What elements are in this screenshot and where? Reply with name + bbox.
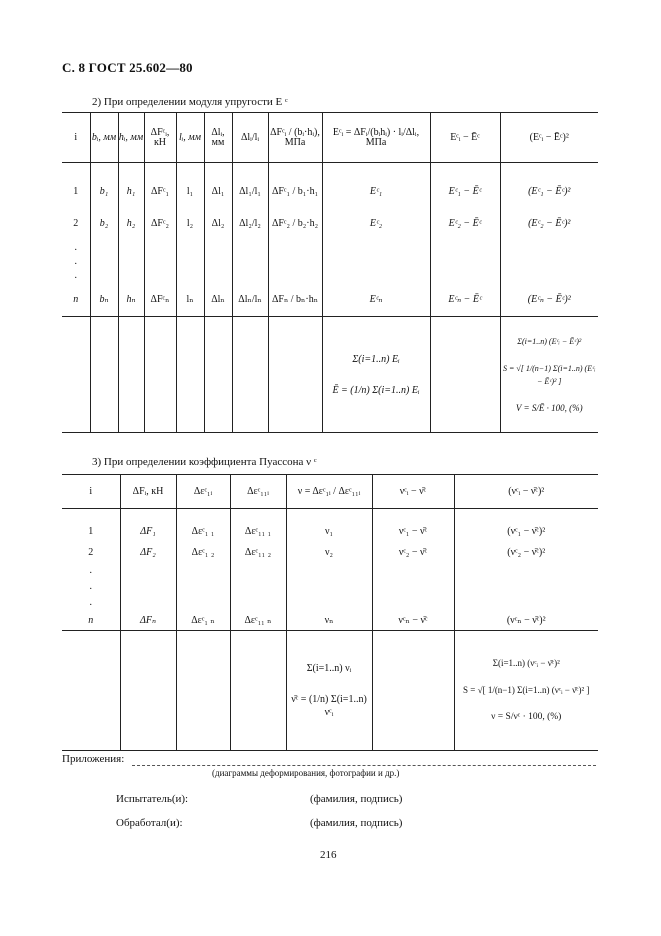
elasticity-table	[62, 112, 598, 433]
tester-label: Испытатель(и):	[116, 793, 189, 805]
table-cell: (Eᶜ₁ − Ēᶜ)²	[500, 177, 598, 207]
table-cell: (Eᶜₙ − Ēᶜ)²	[500, 283, 598, 317]
col-header: ΔFᵢ, кН	[120, 475, 176, 509]
table-cell: l₁	[176, 177, 204, 207]
table-cell: 1	[62, 521, 120, 543]
table-cell: ΔFᶜ₁ / b₁·h₁	[268, 177, 322, 207]
table-cell: Δεᶜ₁₁ ₂	[230, 543, 286, 563]
table-cell: (νᶜ₂ − ν̄ᶜ)²	[454, 543, 598, 563]
table-cell: νᶜ₂ − ν̄ᶜ	[372, 543, 454, 563]
poisson-table	[62, 474, 598, 751]
table-cell: Δl₁	[204, 177, 232, 207]
col-header: (νᶜᵢ − ν̄ᶜ)²	[454, 475, 598, 509]
col-header: Eᶜᵢ = ΔFᵢ/(bᵢhᵢ) · lᵢ/Δlᵢ, МПа	[322, 113, 430, 163]
mean-formula: ν̄ᶜ = (1/n) Σ(i=1..n) νᶜᵢ	[291, 694, 367, 718]
sum-formula: Σ(i=1..n) νᵢ	[306, 663, 352, 674]
page-number: 216	[320, 849, 337, 861]
table-cell: n	[62, 283, 90, 317]
summary-row	[62, 631, 598, 751]
table-cell: νᶜ₁ − ν̄ᶜ	[372, 521, 454, 543]
table-cell: ΔFₙ / bₙ·hₙ	[268, 283, 322, 317]
col-header: ΔFᶜᵢ / (bᵢ·hᵢ), МПа	[268, 113, 322, 163]
table-cell: h₂	[118, 207, 144, 241]
table-cell: n	[62, 611, 120, 631]
table-cell: ΔFᶜₙ	[144, 283, 176, 317]
col-header: Δlᵢ, мм	[204, 113, 232, 163]
table-row	[62, 207, 598, 241]
std-formula: S = √[ 1/(n−1) Σ(i=1..n) (νᶜᵢ − ν̄ᶜ)² ]	[463, 685, 590, 695]
col-header: (Eᶜᵢ − Ēᶜ)²	[500, 113, 598, 163]
processor-label: Обработал(и):	[116, 817, 183, 829]
table-cell: Δl₂/l₂	[232, 207, 268, 241]
col-header: Δlᵢ/lᵢ	[232, 113, 268, 163]
cv-formula: ν = S/νᶜ · 100, (%)	[491, 712, 562, 722]
std-formula: S = √[ 1/(n−1) Σ(i=1..n) (Eᶜᵢ − Ēᶜ)² ]	[503, 363, 596, 386]
tester-note: (фамилия, подпись)	[310, 793, 403, 805]
page-header: С. 8 ГОСТ 25.602—80	[62, 60, 193, 75]
table-cell: Δεᶜ₁₁ ₁	[230, 521, 286, 543]
sum-squares-formula: Σ(i=1..n) (Eᶜᵢ − Ēᶜ)²	[517, 336, 582, 346]
table-cell: ΔF₂	[120, 543, 176, 563]
table-row	[62, 283, 598, 317]
table-cell: (νᶜ₁ − ν̄ᶜ)²	[454, 521, 598, 543]
table-cell: Eᶜₙ	[322, 283, 430, 317]
table-cell: lₙ	[176, 283, 204, 317]
sum-formula: Σ(i=1..n) Eᵢ	[352, 353, 400, 365]
table-cell: 1	[62, 177, 90, 207]
table-cell: Δl₁/l₁	[232, 177, 268, 207]
table-cell: Δεᶜ₁ ₁	[176, 521, 230, 543]
attachments-note: (диаграммы деформирования, фотографии и др.)	[212, 768, 400, 778]
sum-squares-formula: Σ(i=1..n) (νᶜᵢ − ν̄ᶜ)²	[492, 658, 560, 668]
section3-caption: 3) При определении коэффициента Пуассона ν ᶜ	[92, 456, 317, 468]
processor-note: (фамилия, подпись)	[310, 817, 403, 829]
col-header: Eᶜᵢ − Ēᶜ	[430, 113, 500, 163]
table-cell: Δl₂	[204, 207, 232, 241]
table-cell: Δεᶜ₁ ₂	[176, 543, 230, 563]
table-cell: Eᶜ₂	[322, 207, 430, 241]
table-cell: bₙ	[90, 283, 118, 317]
table-cell: hₙ	[118, 283, 144, 317]
table-cell: (Eᶜ₂ − Ēᶜ)²	[500, 207, 598, 241]
table-row	[62, 177, 598, 207]
table-cell: νₙ	[286, 611, 372, 631]
table-cell: 2	[62, 543, 120, 563]
table-cell: Eᶜₙ − Ēᶜ	[430, 283, 500, 317]
col-header: i	[62, 113, 90, 163]
table-row	[62, 543, 598, 563]
table-cell: ΔFᶜ₂ / b₂·h₂	[268, 207, 322, 241]
table-cell: ΔFᶜ₁	[144, 177, 176, 207]
ellipsis-dot: .	[62, 255, 90, 269]
summary-row	[62, 317, 598, 433]
table-cell: ν₂	[286, 543, 372, 563]
table-cell: ΔFᶜ₂	[144, 207, 176, 241]
ellipsis-dot: .	[62, 563, 120, 579]
col-header: ν = Δεᶜ₁ᵢ / Δεᶜ₁₁ᵢ	[286, 475, 372, 509]
table-cell: Δlₙ	[204, 283, 232, 317]
col-header: lᵢ, мм	[176, 113, 204, 163]
col-header: ΔFᶜᵢ, кН	[144, 113, 176, 163]
table-cell: νᶜₙ − ν̄ᶜ	[372, 611, 454, 631]
attachments-label: Приложения:	[62, 753, 125, 765]
table-cell: l₂	[176, 207, 204, 241]
section2-caption: 2) При определении модуля упругости E ᶜ	[92, 96, 288, 108]
col-header: Δεᶜ₁ᵢ	[176, 475, 230, 509]
table-cell: b₂	[90, 207, 118, 241]
ellipsis-dot: .	[62, 241, 90, 255]
table-cell: 2	[62, 207, 90, 241]
table-cell: Eᶜ₂ − Ēᶜ	[430, 207, 500, 241]
col-header: Δεᶜ₁₁ᵢ	[230, 475, 286, 509]
col-header: νᶜᵢ − ν̄ᶜ	[372, 475, 454, 509]
table-cell: h₁	[118, 177, 144, 207]
col-header: i	[62, 475, 120, 509]
table-row	[62, 611, 598, 631]
ellipsis-dot: .	[62, 269, 90, 283]
table-cell: Δεᶜ₁₁ ₙ	[230, 611, 286, 631]
mean-formula: Ē = (1/n) Σ(i=1..n) Eᵢ	[332, 384, 420, 396]
ellipsis-dot: .	[62, 579, 120, 595]
table-cell: (νᶜₙ − ν̄ᶜ)²	[454, 611, 598, 631]
table-cell: Eᶜ₁	[322, 177, 430, 207]
table-cell: Δlₙ/lₙ	[232, 283, 268, 317]
table-cell: ν₁	[286, 521, 372, 543]
table-row	[62, 521, 598, 543]
col-header: hᵢ, мм	[118, 113, 144, 163]
table-cell: Eᶜ₁ − Ēᶜ	[430, 177, 500, 207]
attachments-line	[132, 765, 596, 766]
ellipsis-dot: .	[62, 595, 120, 611]
table-cell: Δεᶜ₁ ₙ	[176, 611, 230, 631]
table-cell: ΔFₙ	[120, 611, 176, 631]
table-cell: ΔF₁	[120, 521, 176, 543]
col-header: bᵢ, мм	[90, 113, 118, 163]
cv-formula: V = S/Ē · 100, (%)	[515, 402, 583, 413]
table-cell: b₁	[90, 177, 118, 207]
